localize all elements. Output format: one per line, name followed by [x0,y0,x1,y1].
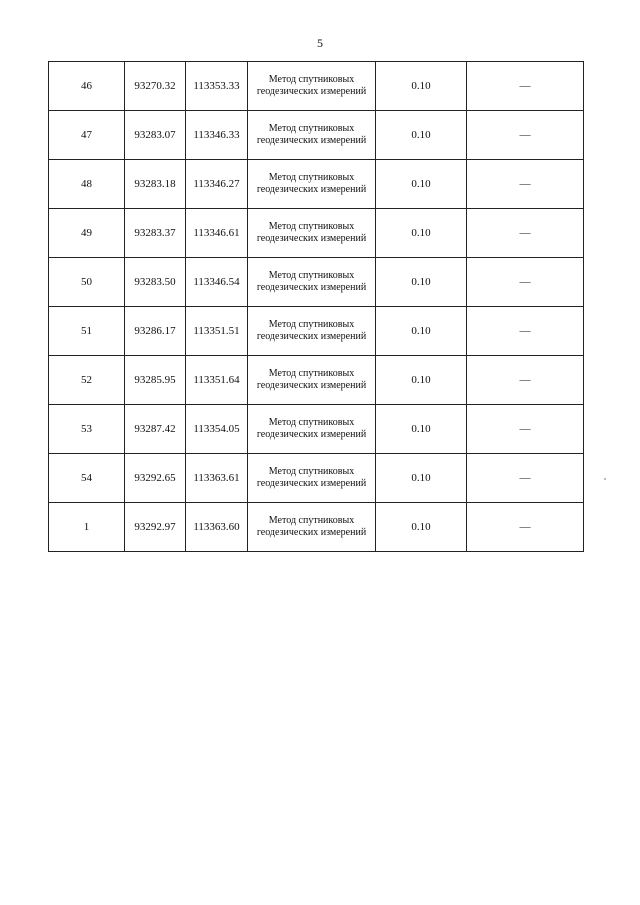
y-coordinate-cell: 113351.51 [186,307,248,356]
accuracy-cell: 0.10 [376,209,467,258]
method-text-line: геодезических измерений [256,184,367,195]
y-coordinate-cell: 113354.05 [186,405,248,454]
table-row [49,307,584,356]
description-cell: — [467,356,584,405]
y-coordinate-cell: 113346.61 [186,209,248,258]
accuracy-cell: 0.10 [376,160,467,209]
method-text-line: Метод спутниковых [268,270,355,281]
method-text-line: геодезических измерений [256,86,367,97]
accuracy-cell: 0.10 [376,111,467,160]
point-number-cell: 50 [49,258,125,307]
table-row [49,356,584,405]
method-text-line: Метод спутниковых [268,172,355,183]
table-row [49,209,584,258]
method-text-line: Метод спутниковых [268,368,355,379]
accuracy-cell: 0.10 [376,258,467,307]
method-text-line: Метод спутниковых [268,123,355,134]
accuracy-cell: 0.10 [376,454,467,503]
table-row [49,258,584,307]
method-cell [248,503,376,552]
coordinates-table [48,61,584,552]
point-number-cell: 53 [49,405,125,454]
method-text-line: Метод спутниковых [268,221,355,232]
x-coordinate-cell: 93283.50 [125,258,186,307]
margin-mark [604,478,606,480]
table-row [49,111,584,160]
page-number: 5 [317,36,323,50]
method-cell [248,62,376,111]
method-text-line: геодезических измерений [256,233,367,244]
x-coordinate-cell: 93292.65 [125,454,186,503]
description-cell: — [467,62,584,111]
x-coordinate-cell: 93283.37 [125,209,186,258]
method-text-line: геодезических измерений [256,380,367,391]
table-row [49,503,584,552]
description-cell: — [467,503,584,552]
x-coordinate-cell: 93283.18 [125,160,186,209]
point-number-cell: 49 [49,209,125,258]
point-number-cell: 54 [49,454,125,503]
x-coordinate-cell: 93283.07 [125,111,186,160]
x-coordinate-cell: 93285.95 [125,356,186,405]
method-text-line: Метод спутниковых [268,319,355,330]
method-cell [248,209,376,258]
method-cell [248,307,376,356]
point-number-cell: 46 [49,62,125,111]
description-cell: — [467,160,584,209]
description-cell: — [467,307,584,356]
method-text-line: Метод спутниковых [268,515,355,526]
description-cell: — [467,405,584,454]
description-cell: — [467,111,584,160]
description-cell: — [467,258,584,307]
method-text-line: геодезических измерений [256,429,367,440]
accuracy-cell: 0.10 [376,503,467,552]
y-coordinate-cell: 113363.60 [186,503,248,552]
accuracy-cell: 0.10 [376,62,467,111]
accuracy-cell: 0.10 [376,405,467,454]
method-text-line: геодезических измерений [256,527,367,538]
method-text-line: геодезических измерений [256,282,367,293]
point-number-cell: 51 [49,307,125,356]
method-text-line: геодезических измерений [256,331,367,342]
point-number-cell: 1 [49,503,125,552]
accuracy-cell: 0.10 [376,356,467,405]
x-coordinate-cell: 93270.32 [125,62,186,111]
method-cell [248,111,376,160]
method-cell [248,258,376,307]
method-text-line: Метод спутниковых [268,74,355,85]
method-cell [248,454,376,503]
table-row [49,454,584,503]
y-coordinate-cell: 113346.33 [186,111,248,160]
method-cell [248,356,376,405]
method-text-line: геодезических измерений [256,135,367,146]
method-text-line: Метод спутниковых [268,466,355,477]
method-text-line: геодезических измерений [256,478,367,489]
accuracy-cell: 0.10 [376,307,467,356]
point-number-cell: 47 [49,111,125,160]
point-number-cell: 52 [49,356,125,405]
point-number-cell: 48 [49,160,125,209]
table-row [49,405,584,454]
method-cell [248,405,376,454]
description-cell: — [467,209,584,258]
x-coordinate-cell: 93287.42 [125,405,186,454]
y-coordinate-cell: 113346.27 [186,160,248,209]
y-coordinate-cell: 113346.54 [186,258,248,307]
table-body [49,62,584,552]
method-cell [248,160,376,209]
x-coordinate-cell: 93292.97 [125,503,186,552]
method-text-line: Метод спутниковых [268,417,355,428]
y-coordinate-cell: 113353.33 [186,62,248,111]
table-row [49,62,584,111]
description-cell: — [467,454,584,503]
x-coordinate-cell: 93286.17 [125,307,186,356]
y-coordinate-cell: 113351.64 [186,356,248,405]
table-row [49,160,584,209]
y-coordinate-cell: 113363.61 [186,454,248,503]
